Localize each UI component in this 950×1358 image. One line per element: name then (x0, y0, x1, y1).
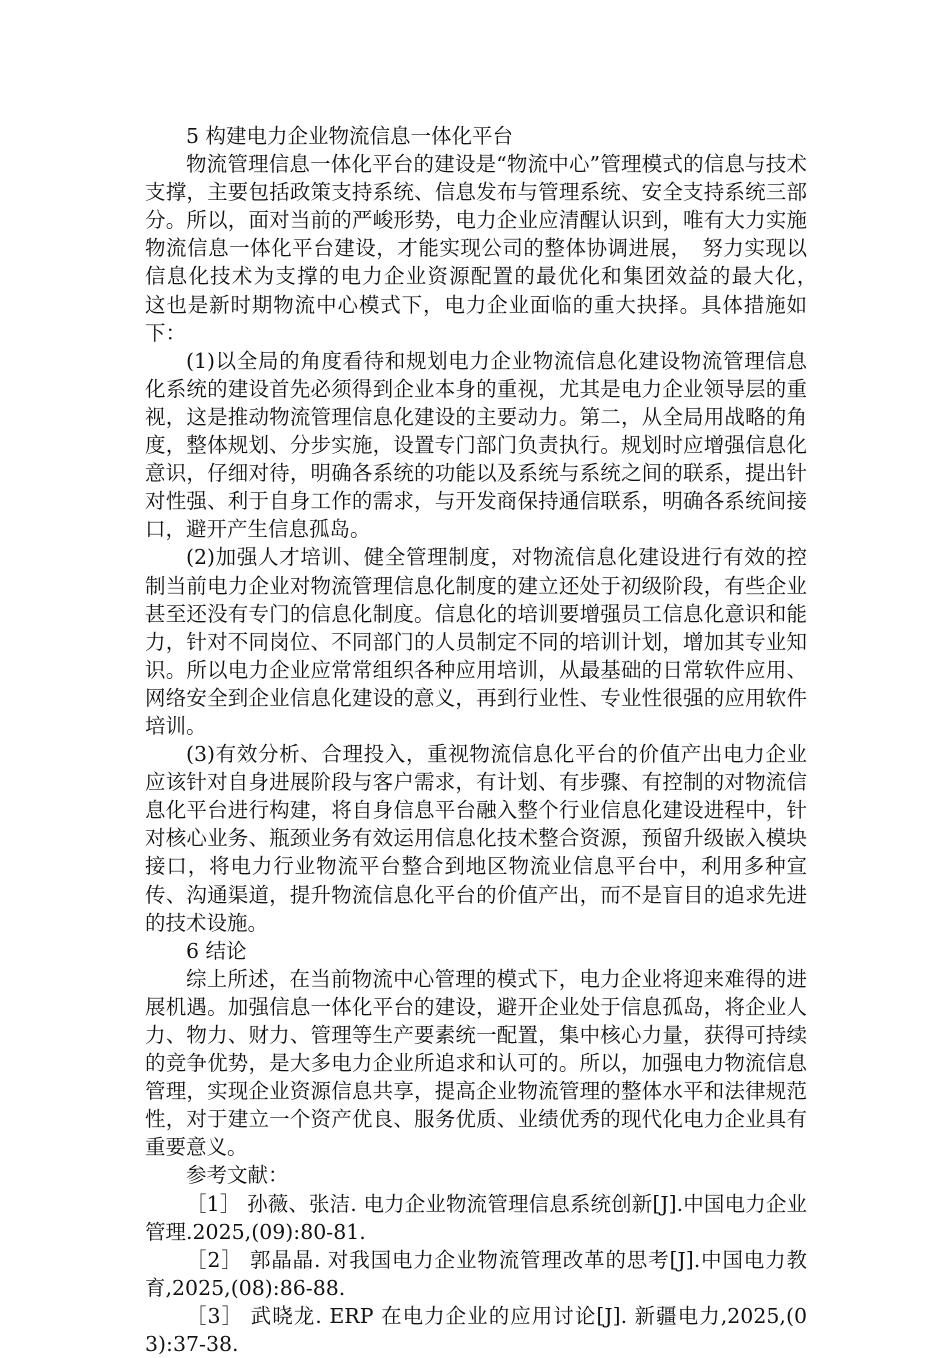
measure-3-paragraph: (3)有效分析、合理投入，重视物流信息化平台的价值产出电力企业应该针对自身进展阶段与客户需求，有计划、有步骤、有控制的对物流信息化平台进行构建，将自身信息平台融入整个行业信息化建设进程中，针对核心业务、瓶颈业务有效运用信息化技术整合资源，预留升级嵌入模块接口，将电力行业物流平台整合到地区物流业信息平台中，利用多种宣传、沟通渠道，提升物流信息化平台的价值产出，而不是盲目的追求先进的技术设施。 (145, 742, 807, 935)
measure-2-paragraph: (2)加强人才培训、健全管理制度，对物流信息化建设进行有效的控制当前电力企业对物流管理信息化制度的建立还处于初级阶段，有些企业甚至还没有专门的信息化制度。信息化的培训要增强员工信息化意识和能力，针对不同岗位、不同部门的人员制定不同的培训计划，增加其专业知识。所以电力企业应常常组织各种应用培训，从最基础的日常软件应用、网络安全到企业信息化建设的意义，再到行业性、专业性很强的应用软件培训。 (145, 545, 807, 738)
section-5-heading: 5 构建电力企业物流信息一体化平台 (186, 124, 514, 148)
reference-item-3: ［3］ 武晓龙. ERP 在电力企业的应用讨论[J]. 新疆电力,2025,(03):37-38. (145, 1303, 807, 1357)
document-body (145, 122, 828, 1358)
reference-item-1: ［1］ 孙薇、张洁. 电力企业物流管理信息系统创新[J].中国电力企业管理.2025,(09):80-81. (145, 1191, 807, 1244)
section-5-intro-paragraph: 物流管理信息一体化平台的建设是“物流中心”管理模式的信息与技术支撑，主要包括政策支持系统、信息发布与管理系统、安全支持系统三部分。所以，面对当前的严峻形势，电力企业应清醒认识到，唯有大力实施物流信息一体化平台建设，才能实现公司的整体协调进展， 努力实现以信息化技术为支撑的电力企业资源配置的最优化和集团效益的最大化， 这也是新时期物流中心模式下，电力企业面临的重大抉择。具体措施如下： (145, 152, 828, 345)
section-6-heading: 6 结论 (186, 938, 247, 963)
reference-item-2: ［2］ 郭晶晶. 对我国电力企业物流管理改革的思考[J].中国电力教育,2025,(08):86-88. (145, 1247, 807, 1300)
conclusion-paragraph: 综上所述，在当前物流中心管理的模式下，电力企业将迎来难得的进展机遇。加强信息一体化平台的建设，避开企业处于信息孤岛，将企业人力、物力、财力、管理等生产要素统一配置，集中核心力量，获得可持续的竞争优势，是大多电力企业所追求和认可的。所以，加强电力物流信息管理，实现企业资源信息共享，提高企业物流管理的整体水平和法律规范性，对于建立一个资产优良、服务优质、业绩优秀的现代化电力企业具有重要意义。 (145, 966, 807, 1160)
references-heading: 参考文献： (186, 1163, 289, 1188)
measure-1-paragraph: (1)以全局的角度看待和规划电力企业物流信息化建设物流管理信息化系统的建设首先必须得到企业本身的重视，尤其是电力企业领导层的重视，这是推动物流管理信息化建设的主要动力。第二，从全局用战略的角度，整体规划、分步实施，设置专门部门负责执行。规划时应增强信息化意识，仔细对待，明确各系统的功能以及系统与系统之间的联系，提出针对性强、利于自身工作的需求，与开发商保持通信联系，明确各系统间接口，避开产生信息孤岛。 (145, 348, 807, 542)
